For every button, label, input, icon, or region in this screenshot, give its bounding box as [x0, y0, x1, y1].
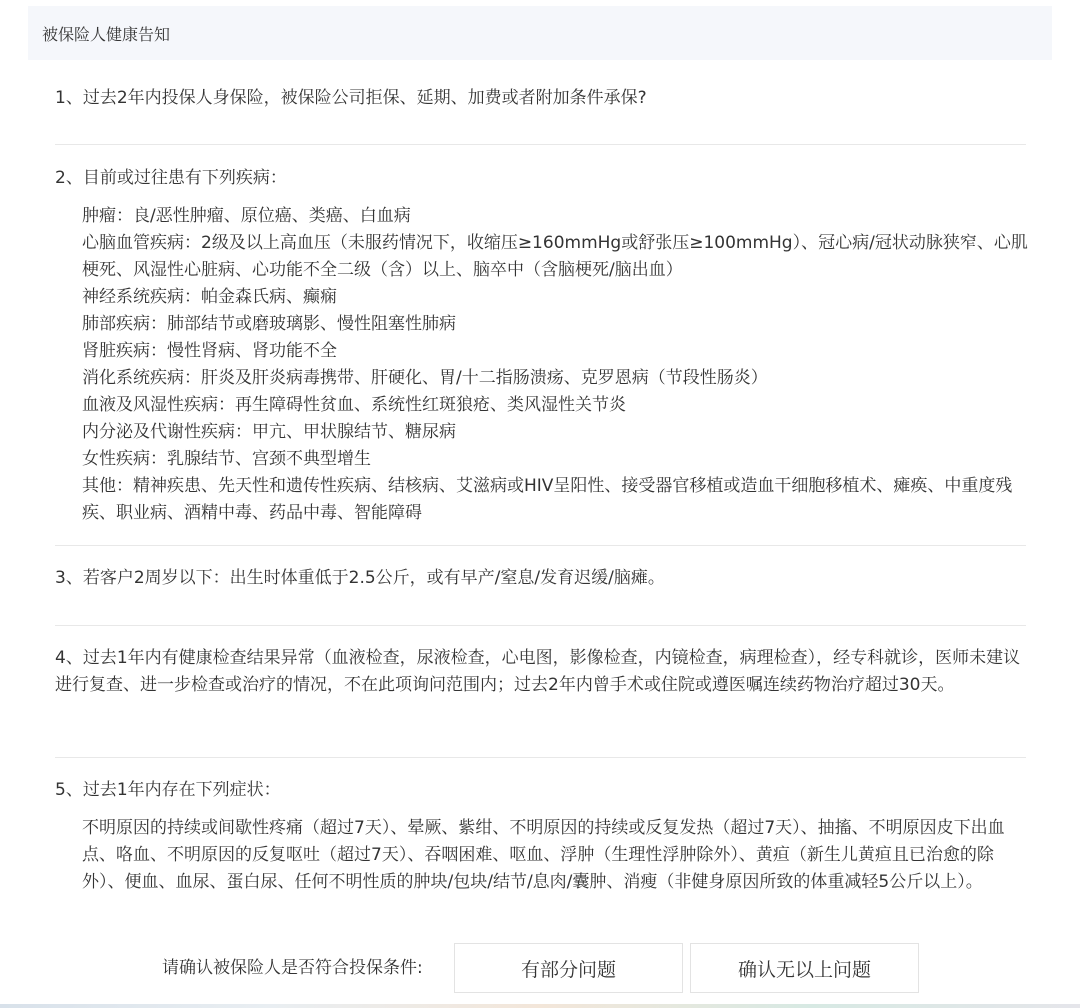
divider: [55, 757, 1026, 758]
divider: [55, 144, 1026, 145]
symptom-list: 不明原因的持续或间歇性疼痛（超过7天）、晕厥、紫绀、不明原因的持续或反复发热（超过7天）、抽搐、不明原因皮下出血点、咯血、不明原因的反复呕吐（超过7天）、吞咽困难、呕血、浮肿（生理性浮肿除外）、黄疸（新生儿黄疸且已治愈的除外）、便血、血尿、蛋白尿、任何不明性质的肿块/包块/结节/息肉/囊肿、消瘦（非健身原因所致的体重减轻5公斤以上）。: [82, 818, 1005, 892]
divider: [55, 545, 1026, 546]
confirm-label: 请确认被保险人是否符合投保条件:: [162, 958, 423, 978]
disease-item-neuro: 神经系统疾病：帕金森氏病、癫痫: [82, 287, 337, 307]
disease-item-kidney: 肾脏疾病：慢性肾病、肾功能不全: [82, 341, 337, 361]
disease-item-lung: 肺部疾病：肺部结节或磨玻璃影、慢性阻塞性肺病: [82, 314, 456, 334]
bottom-edge: [0, 1004, 1080, 1008]
question-2: [55, 165, 1030, 527]
disease-item-digestive: 消化系统疾病：肝炎及肝炎病毒携带、肝硬化、胃/十二指肠溃疡、克罗恩病（节段性肠炎）: [82, 368, 768, 388]
question-3-text: 3、若客户2周岁以下：出生时体重低于2.5公斤，或有早产/窒息/发育迟缓/脑瘫。: [55, 568, 665, 588]
disease-item-cardio: 心脑血管疾病：2级及以上高血压（未服药情况下，收缩压≥160mmHg或舒张压≥100mmHg）、冠心病/冠状动脉狭窄、心肌梗死、风湿性心脏病、心功能不全二级（含）以上、脑卒中（含脑梗死/脑出血）: [82, 233, 1028, 280]
question-4: [55, 645, 1030, 699]
section-title: 被保险人健康告知: [42, 24, 171, 44]
disease-item-female: 女性疾病：乳腺结节、宫颈不典型增生: [82, 449, 371, 469]
confirm-no-issue-button[interactable]: 确认无以上问题: [690, 943, 919, 993]
disease-item-other: 其他：精神疾患、先天性和遗传性疾病、结核病、艾滋病或HIV呈阳性、接受器官移植或造血干细胞移植术、瘫痪、中重度残疾、职业病、酒精中毒、药品中毒、智能障碍: [82, 476, 1013, 523]
disease-item-blood: 血液及风湿性疾病：再生障碍性贫血、系统性红斑狼疮、类风湿性关节炎: [82, 395, 626, 415]
disease-item-endocrine: 内分泌及代谢性疾病：甲亢、甲状腺结节、糖尿病: [82, 422, 456, 442]
question-4-text: 4、过去1年内有健康检查结果异常（血液检查，尿液检查，心电图，影像检查，内镜检查，病理检查），经专科就诊，医师未建议进行复查、进一步检查或治疗的情况，不在此项询问范围内；过去2年内曾手术或住院或遵医嘱连续药物治疗超过30天。: [55, 648, 1021, 695]
divider: [55, 625, 1026, 626]
question-3: [55, 565, 1030, 592]
question-1: [55, 85, 1030, 112]
question-2-title: 2、目前或过往患有下列疾病：: [55, 168, 287, 188]
partial-issue-button[interactable]: 有部分问题: [454, 943, 683, 993]
section-header: [28, 6, 1052, 60]
disease-item-tumor: 肿瘤：良/恶性肿瘤、原位癌、类癌、白血病: [82, 206, 411, 226]
question-1-text: 1、过去2年内投保人身保险，被保险公司拒保、延期、加费或者附加条件承保?: [55, 88, 647, 108]
question-5: [55, 777, 1030, 896]
confirm-row: [0, 940, 1080, 996]
question-5-title: 5、过去1年内存在下列症状：: [55, 780, 281, 800]
